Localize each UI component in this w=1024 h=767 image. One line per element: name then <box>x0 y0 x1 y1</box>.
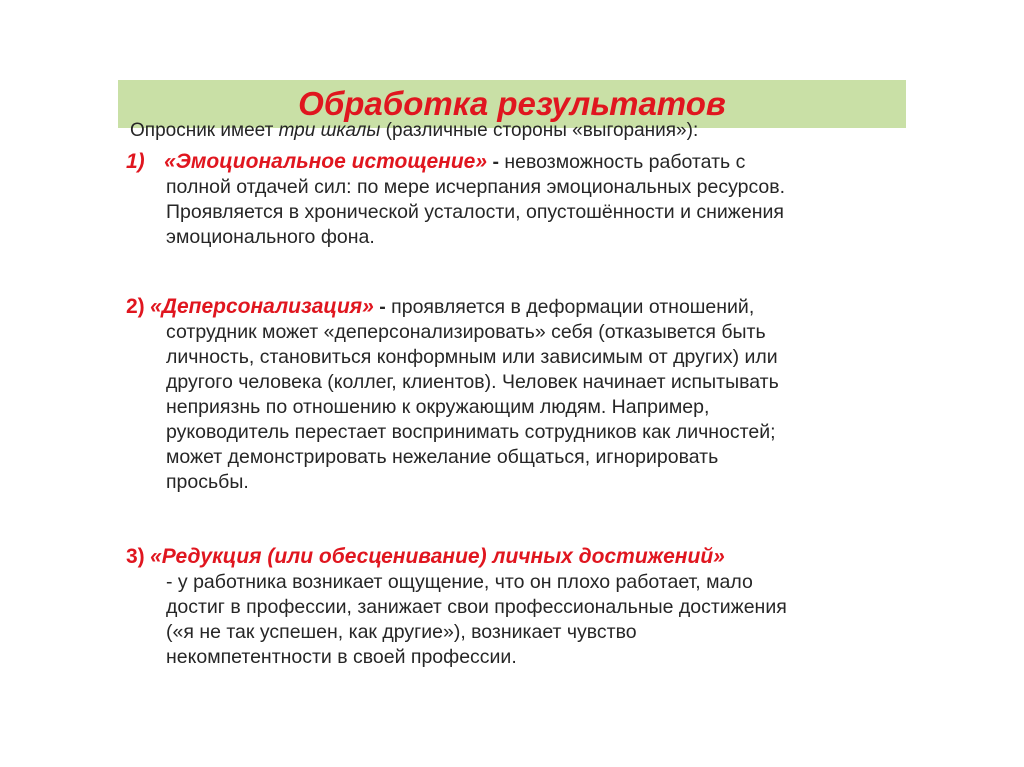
scale-item-2-first-line: проявляется в деформации отношений, <box>391 296 755 318</box>
scale-item-2-line: личность, становиться конформным или зависимым от других) или <box>166 346 778 368</box>
scale-item-2-line: сотрудник может «деперсонализировать» себя (отказывется быть <box>166 321 766 343</box>
scale-item-1-head <box>126 149 906 175</box>
scale-item-2-number: 2) <box>126 295 145 318</box>
scale-item-1-line: эмоционального фона. <box>166 226 375 248</box>
intro-before: Опросник имеет <box>130 120 279 141</box>
scale-item-3-line: достиг в профессии, занижает свои профессиональные достижения <box>166 596 787 618</box>
scale-item-2-line: другого человека (коллег, клиентов). Человек начинает испытывать <box>166 371 779 393</box>
scale-item-2-line: может демонстрировать нежелание общаться, игнорировать <box>166 446 719 468</box>
scale-item-2-line: просьбы. <box>166 471 249 493</box>
scale-item-3-line: некомпетентности в своей профессии. <box>166 646 517 668</box>
scale-item-1-separator: - <box>487 151 505 173</box>
scale-item-3-line: - у работника возникает ощущение, что он плохо работает, мало <box>166 571 753 593</box>
scale-item-1-number: 1) <box>126 150 145 173</box>
scale-item-2-line: руководитель перестает воспринимать сотрудников как личностей; <box>166 421 776 443</box>
scale-item-3-head <box>126 544 906 570</box>
scale-item-2-term: «Деперсонализация» <box>150 295 374 318</box>
intro-emphasis: три шкалы <box>278 120 381 141</box>
intro-text <box>130 120 910 142</box>
scale-item-3-description <box>126 570 906 670</box>
scale-item-2 <box>126 294 906 495</box>
scale-item-1-term: «Эмоциональное истощение» <box>164 150 488 173</box>
scale-item-2-separator: - <box>373 296 392 318</box>
scale-item-2-line: неприязнь по отношению к окружающим людям. Например, <box>166 396 710 418</box>
slide-title: Обработка результатов <box>298 85 726 122</box>
scale-item-3-line: («я не так успешен, как другие»), возникает чувство <box>166 621 637 643</box>
scale-item-3-number: 3) <box>126 545 145 568</box>
scale-item-3-term: «Редукция (или обесценивание) личных достижений» <box>150 545 725 568</box>
scale-item-2-description <box>126 320 906 495</box>
scale-item-1 <box>126 149 906 250</box>
scale-item-1-line: Проявляется в хронической усталости, опустошённости и снижения <box>166 201 784 223</box>
scale-item-1-first-line: невозможность работать с <box>504 151 746 173</box>
scale-item-1-line: полной отдачей сил: по мере исчерпания эмоциональных ресурсов. <box>166 176 786 198</box>
scale-item-1-description <box>126 175 906 250</box>
scale-item-2-head <box>126 294 906 320</box>
scale-item-3 <box>126 544 906 670</box>
intro-after: (различные стороны «выгорания»): <box>380 120 699 141</box>
